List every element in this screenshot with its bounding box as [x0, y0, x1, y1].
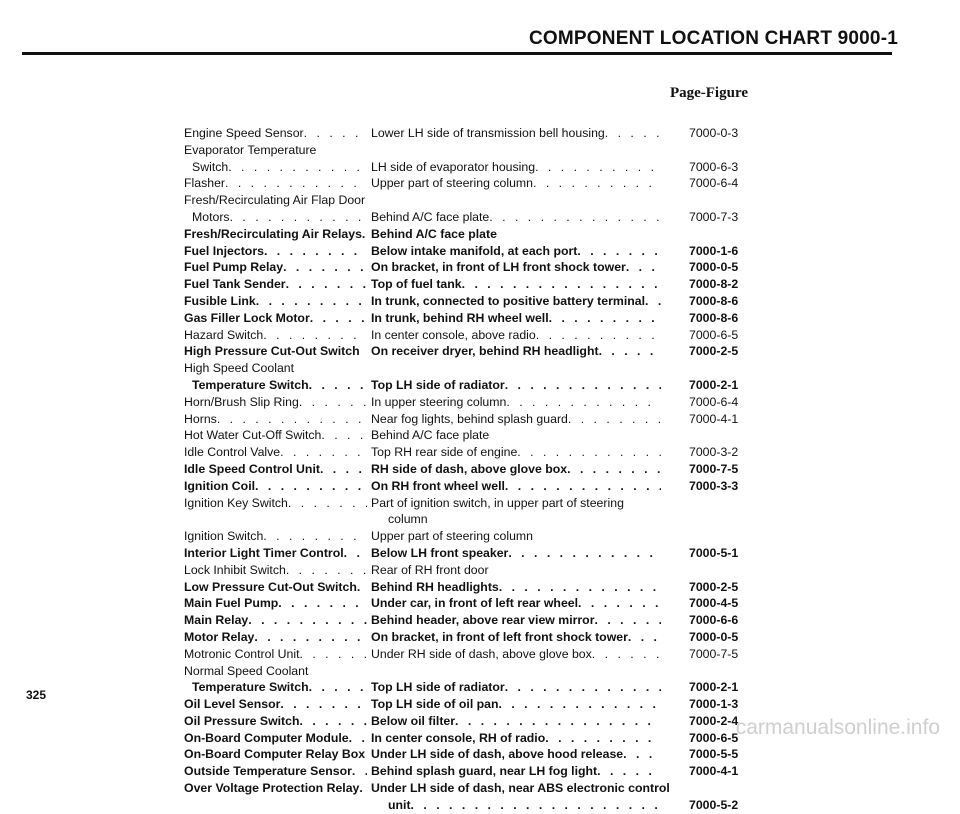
dot-leader — [300, 713, 368, 730]
dot-leader — [225, 175, 367, 192]
dot-leader — [256, 293, 367, 310]
dot-leader — [359, 780, 367, 797]
dot-leader — [577, 243, 661, 260]
component-name: Main Fuel Pump . . . — [184, 595, 367, 612]
dot-leader — [489, 209, 661, 226]
component-name: Idle Speed Control Unit . . . — [184, 461, 367, 478]
dot-leader — [628, 629, 661, 646]
component-name: Horn/Brush Slip Ring . . . — [184, 394, 367, 411]
dot-leader — [278, 595, 367, 612]
location-description: Below oil filter . . . — [371, 713, 661, 730]
location-description: In upper steering column . . . — [371, 394, 661, 411]
location-description: Top LH side of radiator . . . — [371, 377, 661, 394]
dot-leader — [263, 327, 367, 344]
location-description: Upper part of steering column — [371, 529, 533, 544]
dot-leader — [508, 545, 661, 562]
dot-leader — [505, 478, 661, 495]
page-figure-ref: 7000-0-5 — [689, 260, 739, 275]
page-figure-ref: 7000-3-3 — [689, 478, 739, 493]
location-description: Top LH side of oil pan . . . — [371, 696, 661, 713]
dot-leader — [309, 679, 367, 696]
location-description: Near fog lights, behind splash guard . . . — [371, 411, 661, 428]
watermark: carmanualsonline.info — [735, 716, 940, 739]
dot-leader — [286, 276, 367, 293]
dot-leader — [517, 444, 661, 461]
dot-leader — [578, 595, 661, 612]
dot-leader — [599, 343, 661, 360]
component-name: Temperature Switch . . . — [192, 679, 367, 696]
page-figure-ref: 7000-2-1 — [689, 680, 739, 695]
dot-leader — [344, 545, 367, 562]
location-description: Under LH side of dash, near ABS electronic control — [371, 781, 670, 796]
location-description: On RH front wheel well . . . — [371, 478, 661, 495]
page-figure-ref: 7000-1-3 — [689, 697, 739, 712]
location-description: Top LH side of radiator . . . — [371, 679, 661, 696]
component-name: Evaporator Temperature — [184, 142, 317, 157]
component-name: Switch . . . — [192, 159, 367, 176]
page-figure-ref: 7000-5-2 — [689, 797, 739, 812]
dot-leader — [217, 411, 367, 428]
dot-leader — [320, 461, 367, 478]
component-name: Over Voltage Protection Relay . . . — [184, 780, 367, 797]
component-name: Fresh/Recirculating Air Flap Door — [184, 193, 366, 208]
dot-leader — [535, 159, 661, 176]
dot-leader — [592, 646, 661, 663]
component-name: Gas Filler Lock Motor . . . — [184, 310, 367, 327]
dot-leader — [499, 579, 661, 596]
location-description: Below LH front speaker . . . — [371, 545, 661, 562]
dot-leader — [283, 259, 367, 276]
location-description: In center console, above radio . . . — [371, 327, 661, 344]
component-name: Fusible Link . . . — [184, 293, 367, 310]
dot-leader — [567, 461, 661, 478]
dot-leader — [349, 730, 367, 747]
dot-leader — [645, 293, 661, 310]
page-figure-ref: 7000-2-4 — [689, 713, 739, 728]
location-description: Part of ignition switch, in upper part of steering — [371, 495, 624, 510]
component-name: Flasher . . . — [184, 175, 367, 192]
component-name: Ignition Key Switch . . . — [184, 495, 367, 512]
dot-leader — [623, 746, 661, 763]
page-figure-ref: 7000-7-5 — [689, 461, 739, 476]
page-figure-ref: 7000-8-2 — [689, 277, 739, 292]
component-name: Oil Pressure Switch . . . — [184, 713, 367, 730]
page-figure-ref: 7000-6-3 — [689, 159, 739, 174]
component-name: Engine Speed Sensor . . . — [184, 125, 367, 142]
dot-leader — [411, 797, 661, 814]
component-name: Outside Temperature Sensor . . . — [184, 763, 367, 780]
component-name: Fuel Pump Relay . . . — [184, 259, 367, 276]
component-name: Fresh/Recirculating Air Relays . . . — [184, 226, 367, 243]
dot-leader — [626, 259, 661, 276]
dot-leader — [549, 310, 661, 327]
location-description: Behind RH headlights . . . — [371, 579, 661, 596]
page-figure-ref: 7000-1-6 — [689, 243, 739, 258]
dot-leader — [304, 125, 367, 142]
page-figure-ref: 7000-4-5 — [689, 596, 739, 611]
page-figure-ref: 7000-2-1 — [689, 377, 739, 392]
location-description: In trunk, behind RH wheel well . . . — [371, 310, 661, 327]
header-rule — [22, 52, 892, 55]
dot-leader — [545, 730, 661, 747]
component-name: Temperature Switch . . . — [192, 377, 367, 394]
location-description: In trunk, connected to positive battery terminal . . . — [371, 293, 661, 310]
page-figure-ref: 7000-8-6 — [689, 293, 739, 308]
dot-leader — [255, 478, 367, 495]
location-description: Lower LH side of transmission bell housing . . . — [371, 125, 661, 142]
page-figure-ref: 7000-6-5 — [689, 730, 739, 745]
location-description: Top of fuel tank . . . — [371, 276, 661, 293]
dot-leader — [357, 579, 367, 596]
dot-leader — [594, 612, 661, 629]
page-figure-ref: 7000-3-2 — [689, 445, 739, 460]
dot-leader — [300, 646, 368, 663]
component-name: Motronic Control Unit . . . — [184, 646, 367, 663]
dot-leader — [280, 444, 367, 461]
dot-leader — [254, 629, 367, 646]
component-name: Low Pressure Cut-Out Switch . . . — [184, 579, 367, 596]
page-figure-ref: 7000-5-1 — [689, 545, 739, 560]
location-description: On bracket, in front of left front shock tower . . . — [371, 629, 661, 646]
location-description: Behind A/C face plate — [371, 428, 490, 443]
component-name: Ignition Switch . . . — [184, 528, 367, 545]
component-name: Motors . . . — [192, 209, 367, 226]
component-name: Oil Level Sensor . . . — [184, 696, 367, 713]
page-figure-ref: 7000-4-1 — [689, 764, 739, 779]
location-description: Under LH side of dash, above hood release . . . — [371, 746, 661, 763]
component-name: High Speed Coolant — [184, 361, 295, 376]
page-figure-ref: 7000-0-5 — [689, 629, 739, 644]
page-figure-ref: 7000-2-5 — [689, 579, 739, 594]
dot-leader — [263, 528, 367, 545]
location-description: Upper part of steering column . . . — [371, 175, 661, 192]
dot-leader — [455, 713, 661, 730]
dot-leader — [536, 327, 661, 344]
dot-leader — [533, 175, 661, 192]
component-name: Hazard Switch . . . — [184, 327, 367, 344]
page-figure-ref: 7000-6-4 — [689, 394, 739, 409]
page-figure-ref: 7000-8-6 — [689, 310, 739, 325]
component-name: Fuel Injectors . . . — [184, 243, 367, 260]
dot-leader — [299, 394, 367, 411]
dot-leader — [568, 411, 661, 428]
dot-leader — [288, 495, 367, 512]
location-description: unit . . . — [388, 797, 661, 814]
location-description: In center console, RH of radio . . . — [371, 730, 661, 747]
location-description: Under car, in front of left rear wheel . . . — [371, 595, 661, 612]
dot-leader — [462, 276, 661, 293]
dot-leader — [505, 679, 661, 696]
dot-leader — [264, 243, 367, 260]
location-description: On bracket, in front of LH front shock tower . . . — [371, 259, 661, 276]
location-description: On receiver dryer, behind RH headlight . . . — [371, 343, 661, 360]
page-figure-ref: 7000-6-4 — [689, 176, 739, 191]
page-figure-column-heading: Page-Figure — [669, 85, 748, 101]
dot-leader — [597, 763, 661, 780]
component-name: Normal Speed Coolant — [184, 663, 309, 678]
page-figure-ref: 7000-7-5 — [689, 646, 739, 661]
component-name: Hot Water Cut-Off Switch . . . — [184, 427, 367, 444]
component-name: On-Board Computer Module . . . — [184, 730, 367, 747]
page-figure-ref: 7000-4-1 — [689, 411, 739, 426]
component-name: Idle Control Valve . . . — [184, 444, 367, 461]
location-description: RH side of dash, above glove box . . . — [371, 461, 661, 478]
dot-leader — [605, 125, 661, 142]
dot-leader — [505, 377, 661, 394]
page-number: 325 — [26, 688, 47, 702]
component-name: Fuel Tank Sender . . . — [184, 276, 367, 293]
component-name: High Pressure Cut-Out Switch — [184, 344, 360, 359]
dot-leader — [321, 427, 367, 444]
dot-leader — [499, 696, 661, 713]
location-description: Behind header, above rear view mirror . . . — [371, 612, 661, 629]
dot-leader — [310, 310, 367, 327]
location-description: Behind A/C face plate . . . — [371, 209, 661, 226]
component-name: Lock Inhibit Switch . . . — [184, 562, 367, 579]
dot-leader — [309, 377, 367, 394]
location-description: Top RH rear side of engine . . . — [371, 444, 661, 461]
page-figure-ref: 7000-2-5 — [689, 344, 739, 359]
location-description: Rear of RH front door — [371, 562, 489, 577]
page-figure-ref: 7000-7-3 — [689, 209, 739, 224]
location-description: LH side of evaporator housing . . . — [371, 159, 661, 176]
component-name: Motor Relay . . . — [184, 629, 367, 646]
dot-leader — [506, 394, 661, 411]
page-header-title: COMPONENT LOCATION CHART 9000-1 — [529, 28, 898, 49]
page-figure-ref: 7000-6-6 — [689, 613, 739, 628]
component-name: Main Relay . . . — [184, 612, 367, 629]
component-name: On-Board Computer Relay Box — [184, 747, 366, 762]
dot-leader — [362, 226, 367, 243]
dot-leader — [286, 562, 367, 579]
dot-leader — [352, 763, 367, 780]
page-figure-ref: 7000-5-5 — [689, 747, 739, 762]
component-name: Ignition Coil . . . — [184, 478, 367, 495]
component-name: Horns . . . — [184, 411, 367, 428]
dot-leader — [228, 159, 367, 176]
location-description: column — [388, 512, 428, 527]
location-description: Below intake manifold, at each port . . . — [371, 243, 661, 260]
dot-leader — [230, 209, 367, 226]
dot-leader — [280, 696, 367, 713]
dot-leader — [248, 612, 367, 629]
page-figure-ref: 7000-0-3 — [689, 126, 739, 140]
location-description: Behind A/C face plate — [371, 226, 497, 241]
location-description: Under RH side of dash, above glove box . . . — [371, 646, 661, 663]
component-name: Interior Light Timer Control . . . — [184, 545, 367, 562]
page-figure-ref: 7000-6-5 — [689, 327, 739, 342]
location-description: Behind splash guard, near LH fog light . . . — [371, 763, 661, 780]
